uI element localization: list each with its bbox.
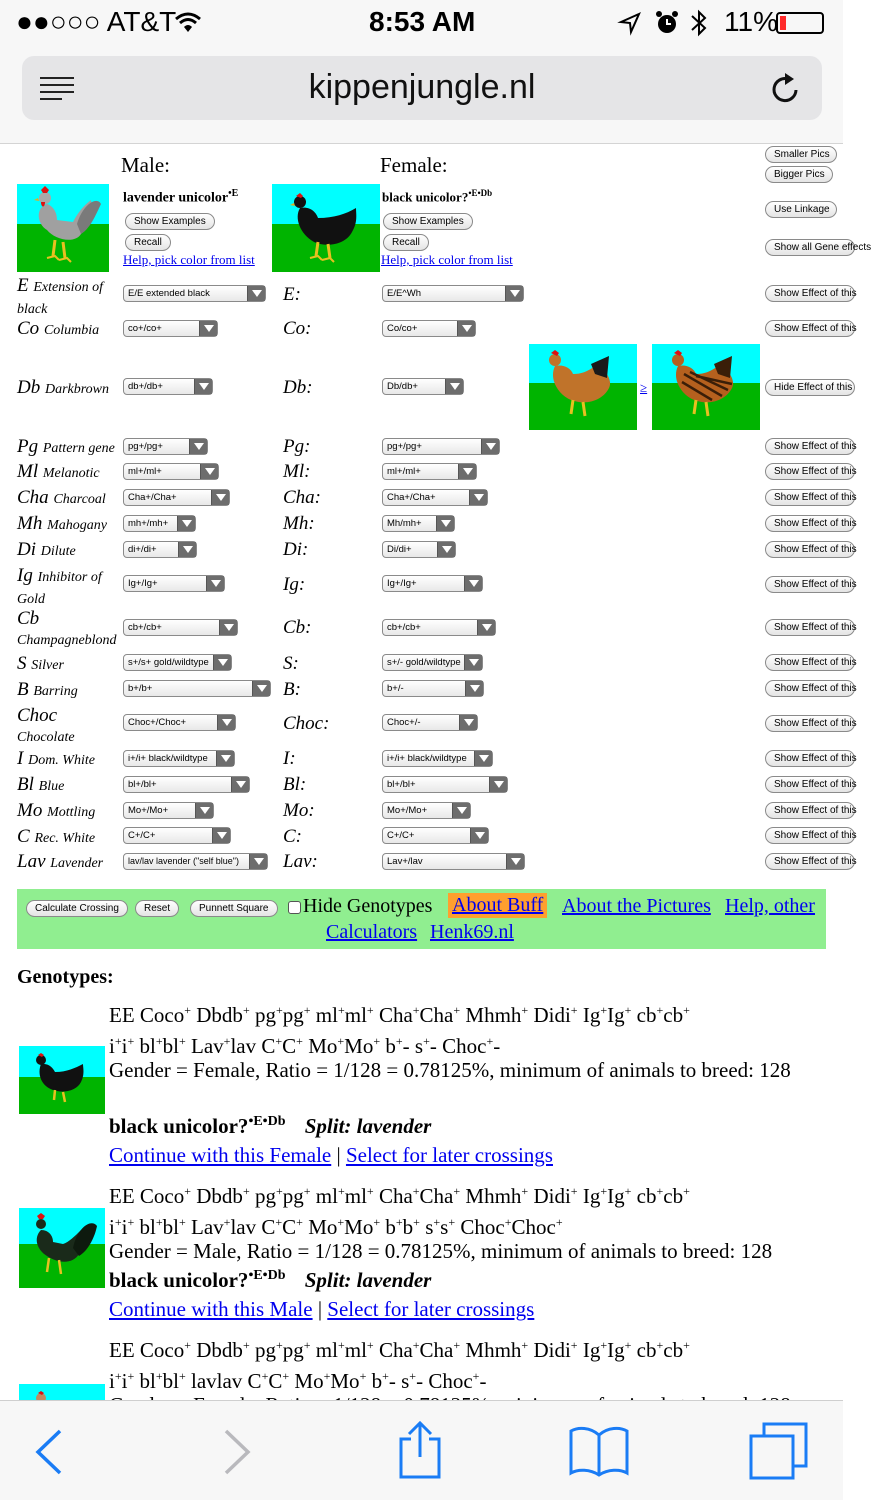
gene-label-s: S Silver xyxy=(17,653,64,674)
bookmarks-icon[interactable] xyxy=(568,1425,630,1477)
male-e-select[interactable]: E/E extended black xyxy=(123,285,266,302)
show-effect-co-button[interactable]: Show Effect of this xyxy=(765,320,855,337)
calculate-crossing-button[interactable]: Calculate Crossing xyxy=(26,900,128,917)
male-cb-select[interactable]: cb+/cb+ xyxy=(123,619,238,636)
bigger-pics-button[interactable]: Bigger Pics xyxy=(765,166,833,183)
male-mh-select[interactable]: mh+/mh+ xyxy=(123,515,196,532)
result-2-gender-ratio: Gender = Male, Ratio = 1/128 = 0.78125%, minimum of animals to breed: 128 xyxy=(109,1239,773,1263)
male-choc-select[interactable]: Choc+/Choc+ xyxy=(123,714,236,731)
female-ig-select[interactable]: Ig+/Ig+ xyxy=(382,575,483,592)
gene-label-b: B Barring xyxy=(17,679,78,700)
result-1-chicken-image xyxy=(19,1046,105,1114)
female-choc-label: Choc: xyxy=(283,713,330,734)
gene-label-e: E Extension of black xyxy=(17,275,103,317)
result-3-genotype-line-1: EE Coco+ Dbdb+ pg+pg+ ml+ml+ Cha+Cha+ Mhmh+ Didi+ Ig+Ig+ cb+cb+ xyxy=(109,1338,690,1362)
gene-label-cha: Cha Charcoal xyxy=(17,487,106,508)
male-di-select[interactable]: di+/di+ xyxy=(123,541,197,558)
result-1-genotype-line-1: EE Coco+ Dbdb+ pg+pg+ ml+ml+ Cha+Cha+ Mhmh+ Didi+ Ig+Ig+ cb+cb+ xyxy=(109,1003,690,1027)
female-s-select[interactable]: s+/- gold/wildtype xyxy=(382,654,483,671)
status-bar xyxy=(0,0,843,48)
rooster-icon xyxy=(17,184,109,272)
female-pg-label: Pg: xyxy=(283,436,311,457)
result-1-select-link[interactable]: Select for later crossings xyxy=(345,1143,553,1167)
female-show-examples-button[interactable]: Show Examples xyxy=(383,213,473,230)
female-co-label: Co: xyxy=(283,318,312,339)
show-effect-mh-button[interactable]: Show Effect of this xyxy=(765,515,855,532)
male-co-select[interactable]: co+/co+ xyxy=(123,320,218,337)
result-3-genotype-line-2: i+i+ bl+bl+ lavlav C+C+ Mo+Mo+ b+- s+- Choc+- xyxy=(109,1369,487,1393)
share-icon[interactable] xyxy=(397,1421,443,1479)
show-effect-lav-button[interactable]: Show Effect of this xyxy=(765,853,855,870)
result-1-color: black unicolor?$^{•E•Db}$ Split: lavender xyxy=(109,1114,432,1138)
gene-label-mo: Mo Mottling xyxy=(17,800,96,821)
female-c-label: C: xyxy=(283,826,302,847)
about-buff-link[interactable]: About Buff xyxy=(448,893,547,918)
henk69-link[interactable]: Henk69.nl xyxy=(430,921,514,943)
female-lav-select[interactable]: Lav+/lav xyxy=(382,853,525,870)
female-b-label: B: xyxy=(283,679,301,700)
hen-icon xyxy=(19,1046,105,1114)
female-i-select[interactable]: i+/i+ black/wildtype xyxy=(382,750,493,767)
female-chicken-image xyxy=(272,184,380,272)
hen-icon xyxy=(652,344,760,430)
female-co-select[interactable]: Co/co+ xyxy=(382,320,476,337)
punnett-square-button[interactable]: Punnett Square xyxy=(190,900,278,917)
female-ig-label: Ig: xyxy=(283,574,306,595)
action-bar xyxy=(17,889,826,949)
result-2-select-link[interactable]: Select for later crossings xyxy=(327,1297,535,1321)
female-help-link[interactable]: Help, pick color from list xyxy=(381,252,513,267)
show-effect-bl-button[interactable]: Show Effect of this xyxy=(765,776,855,793)
male-i-select[interactable]: i+/i+ black/wildtype xyxy=(123,750,235,767)
show-effect-cha-button[interactable]: Show Effect of this xyxy=(765,489,855,506)
female-recall-button[interactable]: Recall xyxy=(383,234,429,251)
rooster-icon xyxy=(19,1208,105,1288)
male-color-name: lavender unicolor$^{•E}$ xyxy=(123,188,239,206)
male-ig-select[interactable]: Ig+/Ig+ xyxy=(123,575,225,592)
tabs-icon[interactable] xyxy=(748,1421,810,1481)
battery-percent: 11% xyxy=(724,6,778,37)
female-e-select[interactable]: E/E^Wh xyxy=(382,285,524,302)
gene-label-i: I Dom. White xyxy=(17,748,95,769)
female-db-select[interactable]: Db/db+ xyxy=(382,378,464,395)
show-effect-di-button[interactable]: Show Effect of this xyxy=(765,541,855,558)
result-2-genotype-line-1: EE Coco+ Dbdb+ pg+pg+ ml+ml+ Cha+Cha+ Mhmh+ Didi+ Ig+Ig+ cb+cb+ xyxy=(109,1184,690,1208)
use-linkage-button[interactable]: Use Linkage xyxy=(765,201,837,218)
female-b-select[interactable]: b+/- xyxy=(382,680,484,697)
gene-label-co: Co Columbia xyxy=(17,318,100,339)
male-pg-select[interactable]: pg+/pg+ xyxy=(123,438,208,455)
gene-label-c: C Rec. White xyxy=(17,826,96,847)
female-cha-select[interactable]: Cha+/Cha+ xyxy=(382,489,488,506)
reload-icon[interactable] xyxy=(770,72,802,106)
alarm-icon xyxy=(654,10,680,36)
show-effect-b-button[interactable]: Show Effect of this xyxy=(765,680,855,697)
show-effect-cb-button[interactable]: Show Effect of this xyxy=(765,619,855,636)
hide-effect-db-button[interactable]: Hide Effect of this xyxy=(765,379,855,396)
female-bl-label: Bl: xyxy=(283,774,307,795)
female-c-select[interactable]: C+/C+ xyxy=(382,827,489,844)
male-chicken-image xyxy=(17,184,109,272)
result-1-genotype-line-2: i+i+ bl+bl+ Lav+lav C+C+ Mo+Mo+ b+- s+- Choc+- xyxy=(109,1034,501,1058)
male-s-select[interactable]: s+/s+ gold/wildtype xyxy=(123,654,232,671)
db-effect-before-image xyxy=(529,344,637,430)
hen-icon xyxy=(272,184,380,272)
show-effect-ig-button[interactable]: Show Effect of this xyxy=(765,576,855,593)
female-di-label: Di: xyxy=(283,539,309,560)
back-icon[interactable] xyxy=(34,1429,64,1475)
gene-label-ml: Ml Melanotic xyxy=(17,461,100,482)
show-all-gene-effects-button[interactable]: Show all Gene effects xyxy=(765,239,855,256)
show-effect-i-button[interactable]: Show Effect of this xyxy=(765,750,855,767)
smaller-pics-button[interactable]: Smaller Pics xyxy=(765,146,837,163)
safari-bottom-toolbar xyxy=(0,1400,843,1500)
female-color-name: black unicolor?$^{•E•Db}$ xyxy=(382,188,493,205)
hide-genotypes-label: Hide Genotypes xyxy=(303,895,433,917)
male-ml-select[interactable]: ml+/ml+ xyxy=(123,463,219,480)
result-2-chicken-image xyxy=(19,1208,105,1288)
result-1-gender-ratio: Gender = Female, Ratio = 1/128 = 0.78125%, minimum of animals to breed: 128 xyxy=(109,1058,791,1082)
female-cha-label: Cha: xyxy=(283,487,321,508)
battery-icon xyxy=(776,12,824,34)
location-icon xyxy=(619,12,641,34)
calculators-link[interactable]: Calculators xyxy=(326,921,418,943)
show-effect-ml-button[interactable]: Show Effect of this xyxy=(765,463,855,480)
gene-label-mh: Mh Mahogany xyxy=(17,513,107,534)
male-heading: Male: xyxy=(121,153,170,177)
result-1-links: Continue with this Female | Select for later crossings xyxy=(109,1143,553,1167)
hide-genotypes-checkbox[interactable] xyxy=(288,901,301,914)
help-other-link[interactable]: Help, other xyxy=(725,895,815,917)
gene-label-db: Db Darkbrown xyxy=(17,377,110,398)
female-mo-label: Mo: xyxy=(283,800,315,821)
female-mo-select[interactable]: Mo+/Mo+ xyxy=(382,802,471,819)
browser-toolbar xyxy=(0,48,843,144)
female-pg-select[interactable]: pg+/pg+ xyxy=(382,438,500,455)
genotypes-heading: Genotypes: xyxy=(17,966,114,988)
show-effect-choc-button[interactable]: Show Effect of this xyxy=(765,715,855,732)
male-recall-button[interactable]: Recall xyxy=(125,234,171,251)
gene-label-choc: Choc Chocolate xyxy=(17,705,75,745)
female-s-label: S: xyxy=(283,653,299,674)
result-2-genotype-line-2: i+i+ bl+bl+ Lav+lav C+C+ Mo+Mo+ b+b+ s+s+ Choc+Choc+ xyxy=(109,1215,563,1239)
db-compare-link[interactable]: ≥ xyxy=(640,380,648,395)
female-lav-label: Lav: xyxy=(283,851,318,872)
female-cb-select[interactable]: cb+/cb+ xyxy=(382,619,496,636)
show-effect-s-button[interactable]: Show Effect of this xyxy=(765,654,855,671)
female-mh-select[interactable]: Mh/mh+ xyxy=(382,515,455,532)
male-bl-select[interactable]: bl+/bl+ xyxy=(123,776,250,793)
db-effect-after-image xyxy=(652,344,760,430)
gene-label-bl: Bl Blue xyxy=(17,774,65,795)
male-db-select[interactable]: db+/db+ xyxy=(123,378,213,395)
wifi-icon xyxy=(174,11,202,33)
result-1-continue-link[interactable]: Continue with this Female xyxy=(109,1143,332,1167)
about-pictures-link[interactable]: About the Pictures xyxy=(562,895,711,917)
female-choc-select[interactable]: Choc+/- xyxy=(382,714,478,731)
female-ml-select[interactable]: ml+/ml+ xyxy=(382,463,477,480)
male-c-select[interactable]: C+/C+ xyxy=(123,827,231,844)
show-effect-pg-button[interactable]: Show Effect of this xyxy=(765,438,855,455)
female-ml-label: Ml: xyxy=(283,461,311,482)
male-mo-select[interactable]: Mo+/Mo+ xyxy=(123,802,214,819)
show-effect-e-button[interactable]: Show Effect of this xyxy=(765,285,855,302)
female-cb-label: Cb: xyxy=(283,617,312,638)
gene-label-cb: Cb Champagneblond xyxy=(17,608,117,648)
female-db-label: Db: xyxy=(283,377,313,398)
male-cha-select[interactable]: Cha+/Cha+ xyxy=(123,489,230,506)
address-bar[interactable] xyxy=(22,56,822,120)
result-2-links: Continue with this Male | Select for later crossings xyxy=(109,1297,535,1321)
forward-icon[interactable] xyxy=(222,1429,252,1475)
female-i-label: I: xyxy=(283,748,296,769)
clock-time: 8:53 AM xyxy=(369,6,476,37)
female-bl-select[interactable]: bl+/bl+ xyxy=(382,776,508,793)
bluetooth-icon xyxy=(690,8,708,38)
url-text[interactable]: kippenjungle.nl xyxy=(308,68,536,106)
carrier-label: ●●○○○ AT&T xyxy=(16,6,177,37)
female-mh-label: Mh: xyxy=(283,513,315,534)
female-e-label: E: xyxy=(283,284,301,305)
male-lav-select[interactable]: lav/lav lavender ("self blue") xyxy=(123,853,268,870)
gene-label-lav: Lav Lavender xyxy=(17,851,104,872)
show-effect-c-button[interactable]: Show Effect of this xyxy=(765,827,855,844)
male-help-link[interactable]: Help, pick color from list xyxy=(123,252,255,267)
male-show-examples-button[interactable]: Show Examples xyxy=(125,213,215,230)
result-2-continue-link[interactable]: Continue with this Male xyxy=(109,1297,313,1321)
gene-label-di: Di Dilute xyxy=(17,539,76,560)
male-b-select[interactable]: b+/b+ xyxy=(123,680,271,697)
hen-icon xyxy=(529,344,637,430)
reset-button[interactable]: Reset xyxy=(135,900,179,917)
show-effect-mo-button[interactable]: Show Effect of this xyxy=(765,802,855,819)
female-heading: Female: xyxy=(380,153,448,177)
result-2-color: black unicolor?$^{•E•Db}$ Split: lavender xyxy=(109,1268,432,1292)
gene-label-ig: Ig Inhibitor of Gold xyxy=(17,565,102,607)
female-di-select[interactable]: Di/di+ xyxy=(382,541,456,558)
gene-label-pg: Pg Pattern gene xyxy=(17,436,115,457)
